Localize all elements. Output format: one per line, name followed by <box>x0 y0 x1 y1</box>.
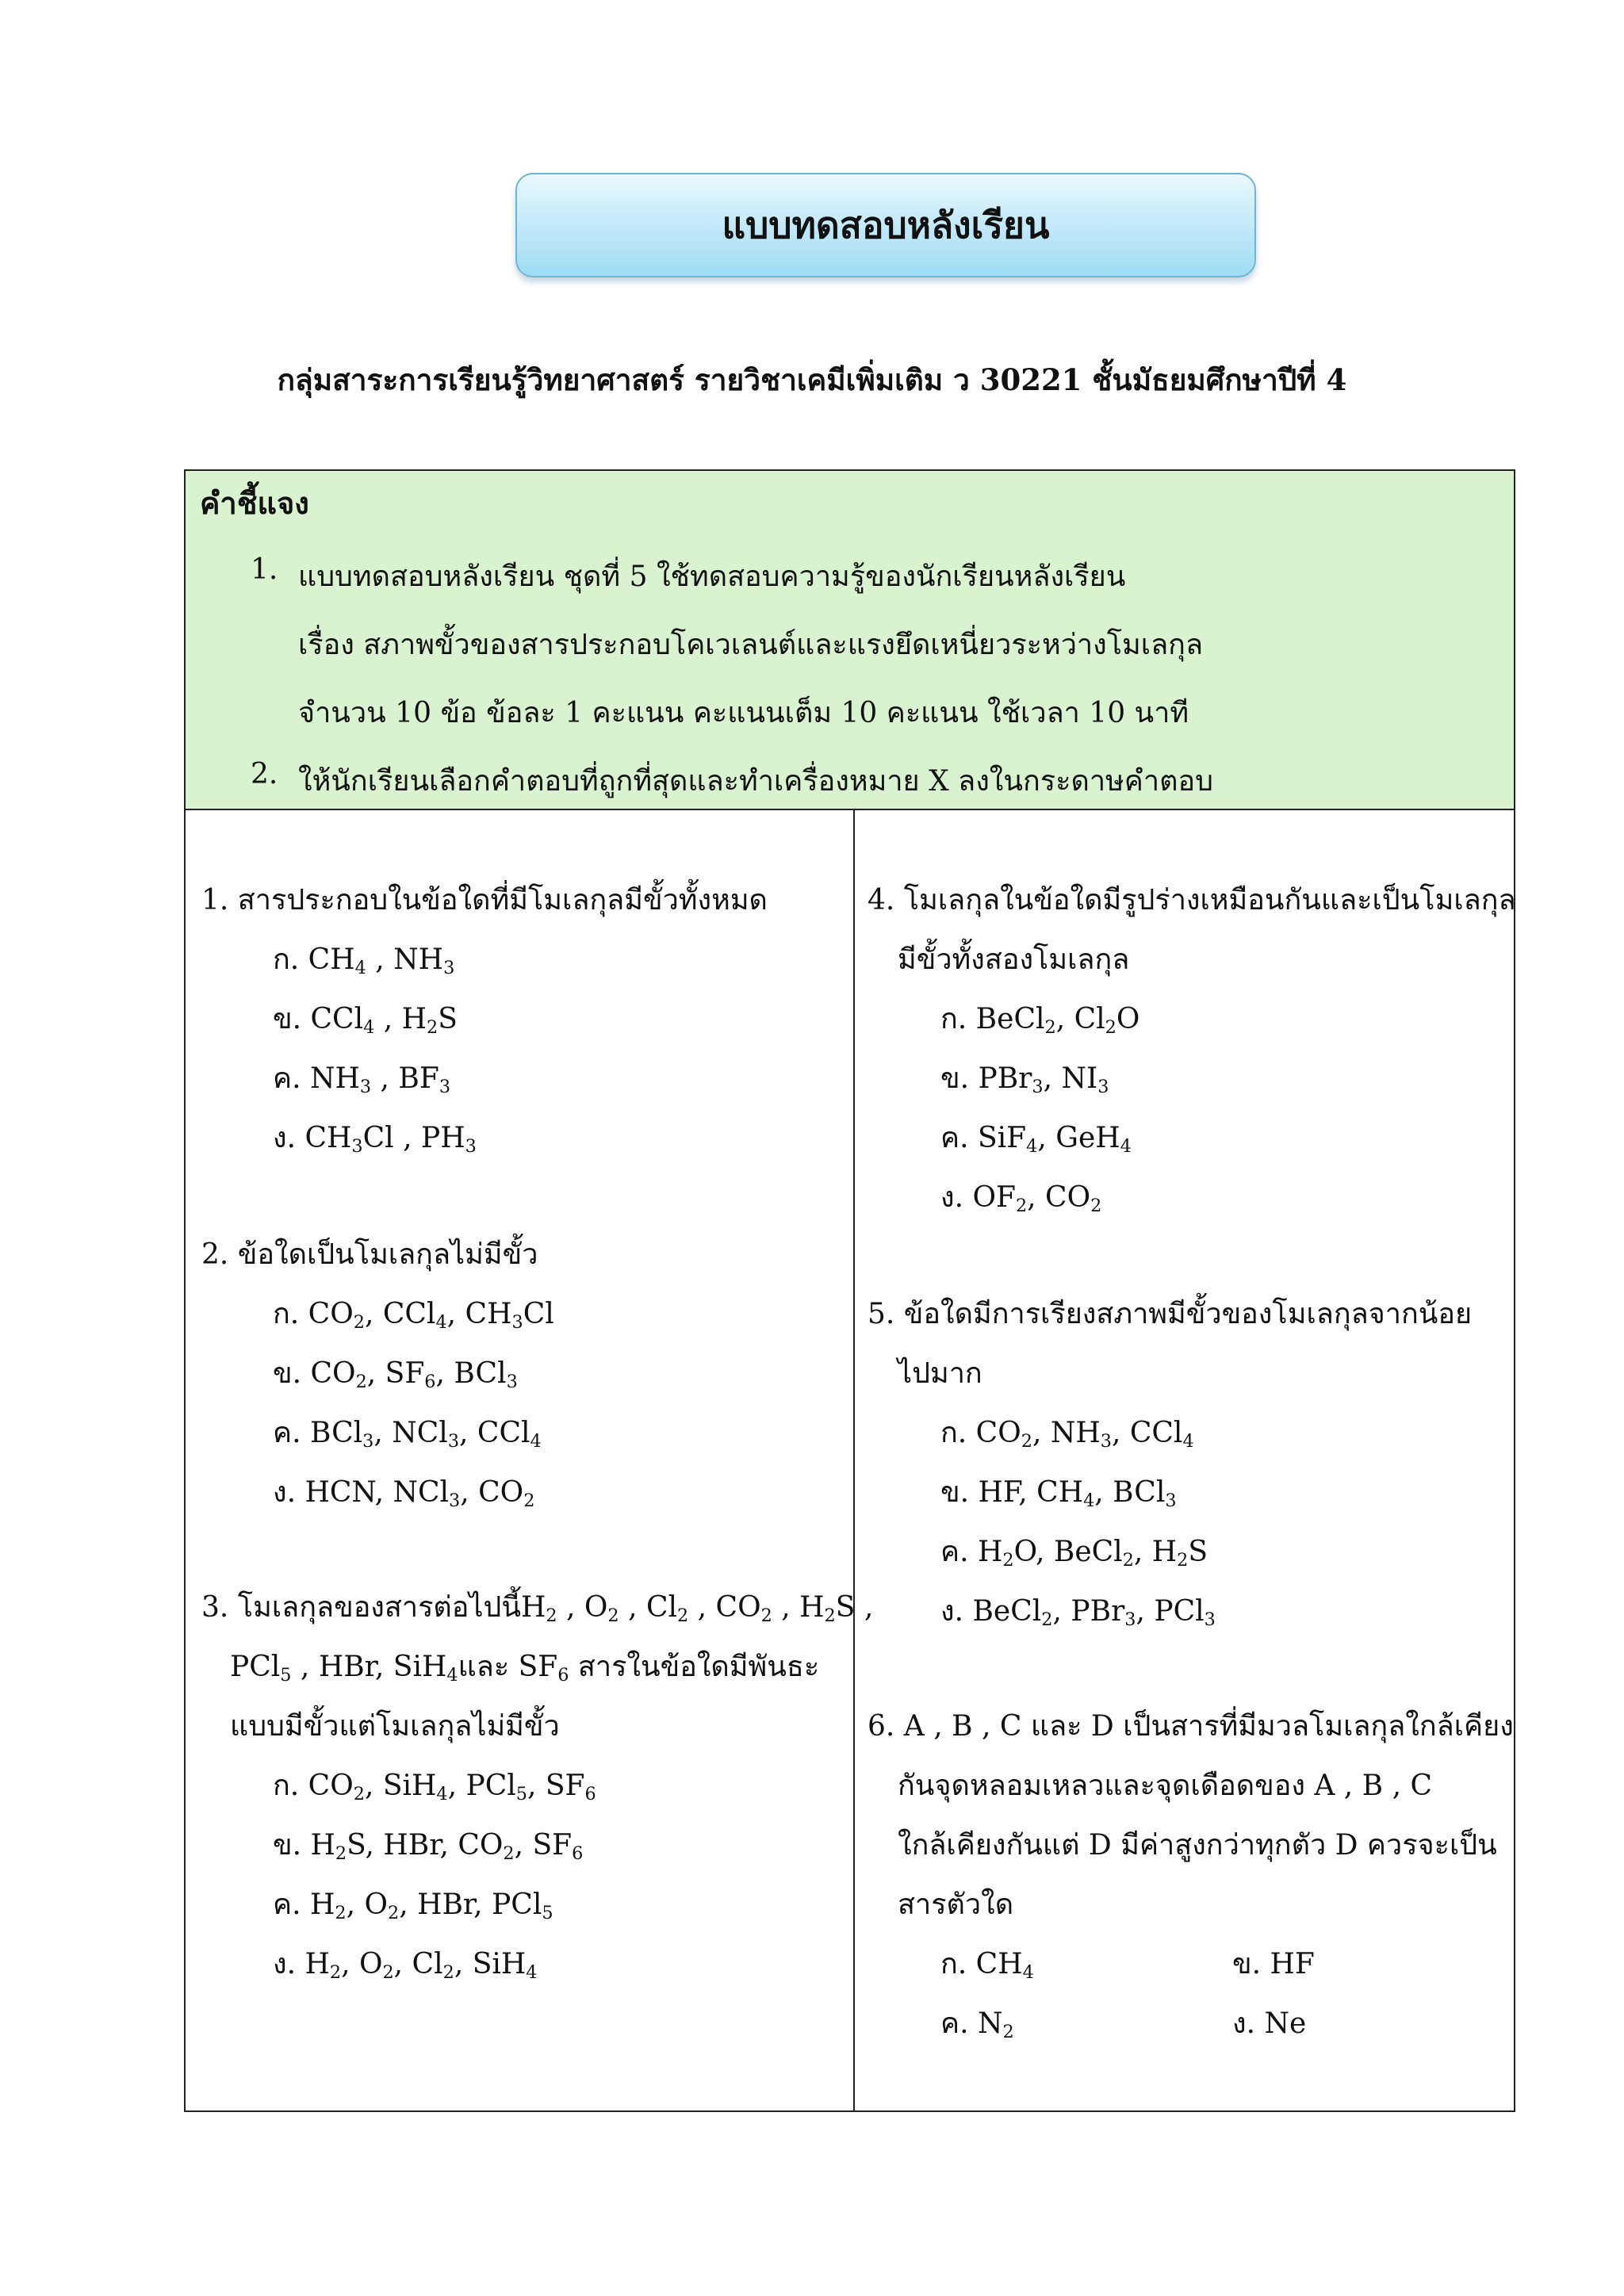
question-stem: สารตัวใด <box>898 1888 1014 1921</box>
question-stem: 2. ข้อใดเป็นโมเลกุลไม่มีขั้ว <box>201 1238 538 1271</box>
question-stem: กันจุดหลอมเหลวและจุดเดือดของ A , B , C <box>898 1770 1432 1802</box>
instruction-number: 1. <box>251 553 278 586</box>
question-stem: 5. ข้อใดมีการเรียงสภาพมีขั้วของโมเลกุลจากน้อย <box>868 1298 1473 1330</box>
answer-option[interactable]: ก. $CH_4$ <box>940 1948 1034 1984</box>
answer-option[interactable]: ง. BeCl$_2$, PBr$_3$, PCl$_3$ <box>940 1595 1216 1631</box>
answer-option[interactable]: ก. $CO_2$, $NH_3$, CCl$_4$ <box>940 1417 1194 1452</box>
questions-table <box>184 809 1515 2112</box>
answer-option[interactable]: ข. HF, $CH_4$, BCl$_3$ <box>940 1476 1177 1512</box>
question-stem: มีขั้วทั้งสองโมเลกุล <box>898 943 1130 976</box>
answer-option[interactable]: ง. HCN, NCl$_3$, $CO_2$ <box>273 1476 535 1512</box>
instruction-number: 2. <box>251 758 278 790</box>
question-stem: 3. โมเลกุลของสารต่อไปนี้$H_2$ , $O_2$ , $Cl_2$ , $CO_2$ , $H_2S$ , <box>201 1591 874 1627</box>
subject-subtitle: กลุ่มสาระการเรียนรู้วิทยาศาสตร์ รายวิชาเคมีเพิ่มเติม ว 30221 ชั้นมัธยมศึกษาปีที่ 4 <box>277 362 1347 397</box>
question-stem: ใกล้เคียงกันแต่ D มีค่าสูงกว่าทุกตัว D ควรจะเป็น <box>898 1829 1497 1862</box>
column-divider <box>853 809 855 2110</box>
instruction-line: ให้นักเรียนเลือกคำตอบที่ถูกที่สุดและทำเครื่องหมาย X ลงในกระดาษคำตอบ <box>298 765 1213 798</box>
answer-option[interactable]: ข. HF <box>1232 1948 1315 1980</box>
answer-option[interactable]: ค. $N_2$ <box>940 2007 1014 2043</box>
instruction-line: เรื่อง สภาพขั้วของสารประกอบโคเวเลนต์และแรงยึดเหนี่ยวระหว่างโมเลกุล <box>298 629 1204 661</box>
answer-option[interactable]: ก. BeCl$_2$, $Cl_2O$ <box>940 1003 1140 1039</box>
answer-option[interactable]: ค. $H_2$, $O_2$, HBr, PCl$_5$ <box>273 1888 553 1924</box>
answer-option[interactable]: ก. $CO_2$, SiH$_4$, PCl$_5$, $SF_6$ <box>273 1770 596 1805</box>
answer-option[interactable]: ข. $CO_2$, $SF_6$, BCl$_3$ <box>273 1357 518 1393</box>
answer-option[interactable]: ค. $H_2O$, BeCl$_2$, $H_2S$ <box>940 1536 1208 1571</box>
answer-option[interactable]: ข. $H_2S$, HBr, $CO_2$, $SF_6$ <box>273 1829 584 1865</box>
answer-option[interactable]: ง. $H_2$, $O_2$, $Cl_2$, SiH$_4$ <box>273 1948 538 1984</box>
answer-option[interactable]: ค. SiF$_4$, GeH$_4$ <box>940 1122 1132 1158</box>
title-banner <box>515 173 1256 277</box>
instructions-box <box>184 469 1515 810</box>
instruction-line: จำนวน 10 ข้อ ข้อละ 1 คะแนน คะแนนเต็ม 10 คะแนน ใช้เวลา 10 นาที <box>298 697 1189 729</box>
answer-option[interactable]: ข. CCl$_4$ , $H_2S$ <box>273 1003 458 1039</box>
answer-option[interactable]: ง. $CH_3Cl$ , $PH_3$ <box>273 1122 477 1158</box>
question-stem: 4. โมเลกุลในข้อใดมีรูปร่างเหมือนกันและเป็นโมเลกุล <box>868 884 1516 916</box>
instruction-line: แบบทดสอบหลังเรียน ชุดที่ 5 ใช้ทดสอบความรู้ของนักเรียนหลังเรียน <box>298 561 1126 593</box>
answer-option[interactable]: ง. $OF_2$, $CO_2$ <box>940 1181 1102 1217</box>
answer-option[interactable]: ข. PBr$_3$, $NI_3$ <box>940 1062 1109 1098</box>
question-stem: PCl$_5$ , HBr, SiH$_4$และ $SF_6$ สารในข้อใดมีพันธะ <box>230 1651 820 1686</box>
instructions-heading: คำชี้แจง <box>200 485 309 521</box>
question-stem: แบบมีขั้วแต่โมเลกุลไม่มีขั้ว <box>230 1710 560 1743</box>
answer-option[interactable]: ก. $CH_4$ , $NH_3$ <box>273 943 455 979</box>
question-stem: 1. สารประกอบในข้อใดที่มีโมเลกุลมีขั้วทั้งหมด <box>201 884 768 916</box>
answer-option[interactable]: ก. $CO_2$, CCl$_4$, $CH_3Cl$ <box>273 1298 554 1334</box>
answer-option[interactable]: ค. BCl$_3$, NCl$_3$, CCl$_4$ <box>273 1417 542 1452</box>
question-stem: 6. A , B , C และ D เป็นสารที่มีมวลโมเลกุลใกล้เคียง <box>868 1710 1514 1743</box>
answer-option[interactable]: ง. Ne <box>1232 2007 1307 2040</box>
answer-option[interactable]: ค. $NH_3$ , $BF_3$ <box>273 1062 451 1098</box>
page-title: แบบทดสอบหลังเรียน <box>722 203 1050 247</box>
question-stem: ไปมาก <box>898 1357 982 1390</box>
